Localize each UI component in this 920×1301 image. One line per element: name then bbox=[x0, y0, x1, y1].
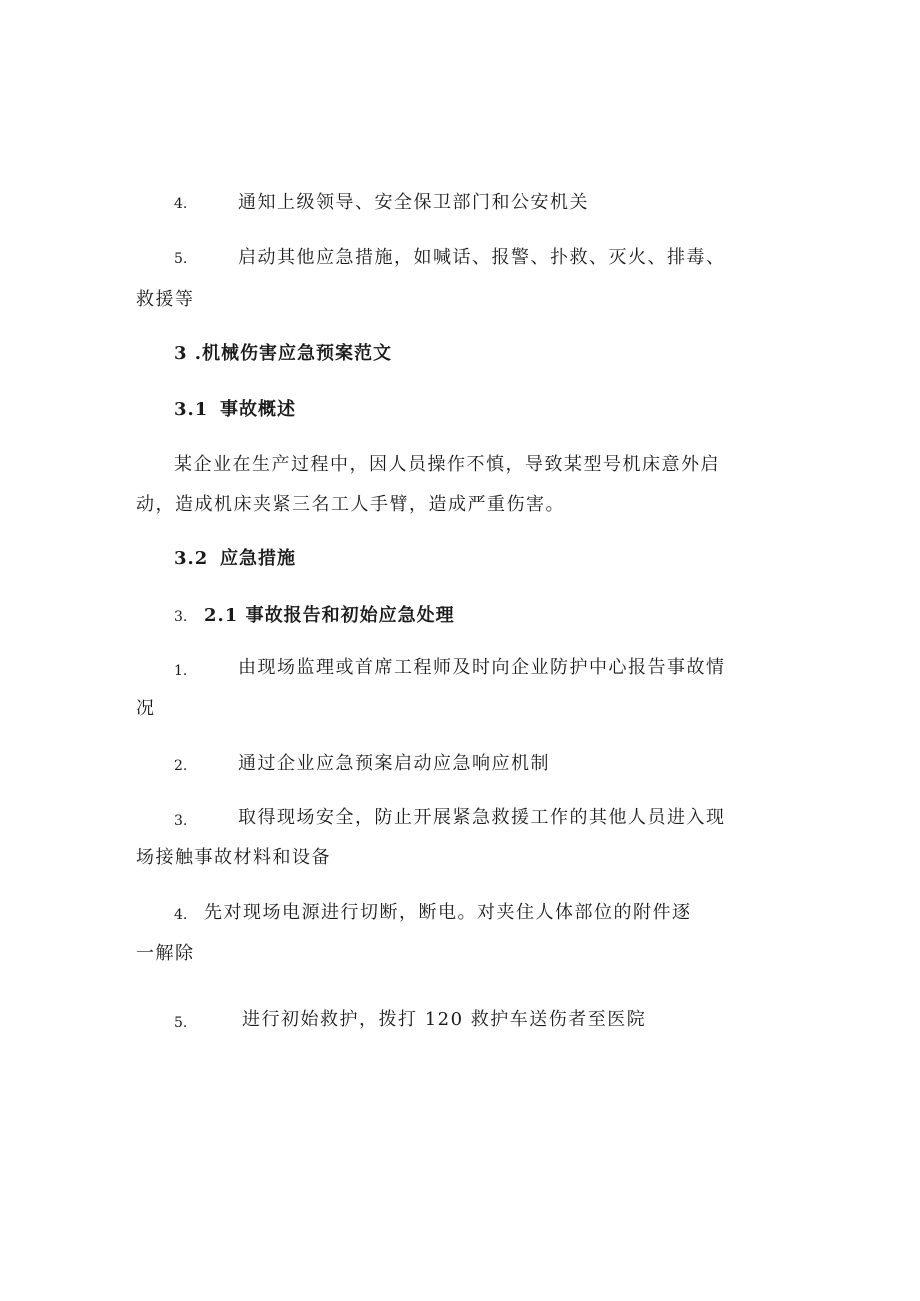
item-5-text-line-1: 启动其他应急措施，如喊话、报警、扑救、灭火、排毒、 bbox=[238, 247, 726, 268]
step-3-text-line-2: 场接触事故材料和设备 bbox=[136, 847, 331, 868]
item-4-text: 通知上级领导、安全保卫部门和公安机关 bbox=[238, 192, 589, 213]
section-3-1-heading: 事故概述 bbox=[220, 399, 296, 420]
section-3-2-1-heading: 2.1 事故报告和初始应急处理 bbox=[204, 605, 455, 626]
step-2-text: 通过企业应急预案启动应急响应机制 bbox=[238, 753, 550, 774]
step-4-text-line-2: 一解除 bbox=[136, 943, 195, 964]
section-3-2-number: 3.2 bbox=[174, 548, 209, 569]
item-5-text-line-2: 救援等 bbox=[136, 289, 195, 310]
section-3-2-heading: 应急措施 bbox=[220, 548, 296, 569]
item-4-number: 4. bbox=[174, 196, 188, 212]
step-3-number: 3. bbox=[174, 813, 188, 829]
step-4-number: 4. bbox=[174, 907, 188, 923]
item-5-number: 5. bbox=[174, 251, 188, 267]
step-5-number: 5. bbox=[174, 1015, 188, 1031]
step-4-text-line-1: 先对现场电源进行切断，断电。对夹住人体部位的附件逐 bbox=[204, 902, 692, 923]
section-3-1-number: 3.1 bbox=[174, 399, 209, 420]
step-1-text-line-1: 由现场监理或首席工程师及时向企业防护中心报告事故情 bbox=[238, 657, 726, 678]
step-3-text-line-1: 取得现场安全，防止开展紧急救援工作的其他人员进入现 bbox=[238, 807, 726, 828]
overview-paragraph-line-2: 动，造成机床夹紧三名工人手臂，造成严重伤害。 bbox=[136, 494, 565, 515]
step-1-text-line-2: 况 bbox=[136, 698, 156, 719]
step-2-number: 2. bbox=[174, 758, 188, 774]
section-3-heading: 3 .机械伤害应急预案范文 bbox=[174, 343, 393, 364]
section-3-2-1-prefix: 3. bbox=[174, 609, 188, 625]
step-1-number: 1. bbox=[174, 663, 188, 679]
step-5-text: 进行初始救护，拨打 120 救护车送伤者至医院 bbox=[242, 1009, 647, 1030]
overview-paragraph-line-1: 某企业在生产过程中，因人员操作不慎，导致某型号机床意外启 bbox=[174, 454, 720, 475]
